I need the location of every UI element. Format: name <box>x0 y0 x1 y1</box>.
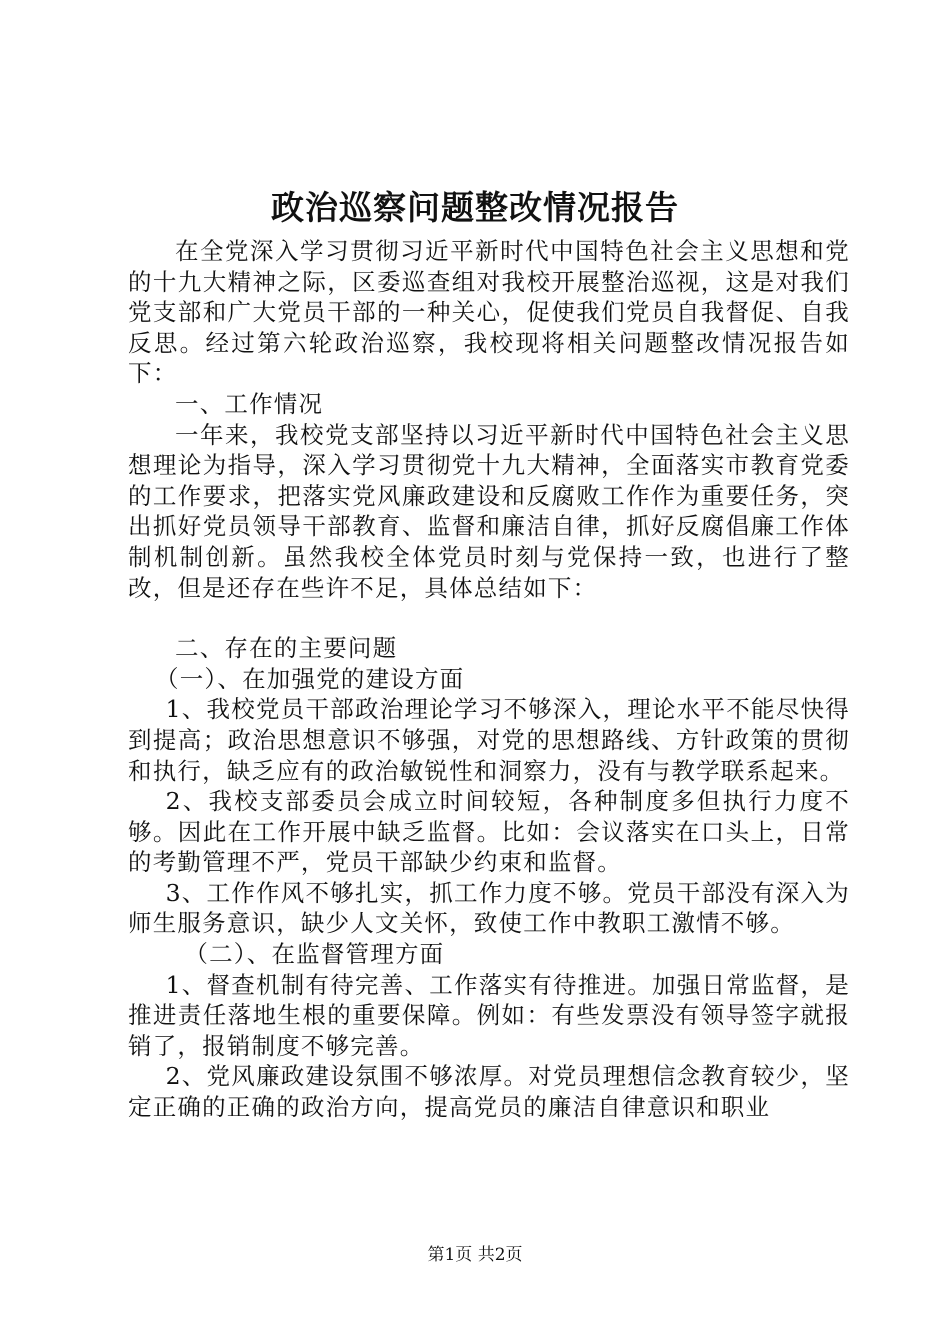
problem-paragraph: 1、督查机制有待完善、工作落实有待推进。加强日常监督，是推进责任落地生根的重要保障。例如：有些发票没有领导签字就报销了，报销制度不够完善。 <box>128 970 850 1060</box>
subsection-heading-supervision: （二）、在监督管理方面 <box>184 940 445 969</box>
subsection-heading-party-building: （一）、在加强党的建设方面 <box>155 664 465 693</box>
section-heading-main-problems: 二、存在的主要问题 <box>175 634 398 663</box>
problem-paragraph: 2、党风廉政建设氛围不够浓厚。对党员理想信念教育较少，坚定正确的正确的政治方向，提高党员的廉洁自律意识和职业 <box>128 1062 850 1122</box>
paragraph-gap <box>128 603 850 633</box>
intro-paragraph: 在全党深入学习贯彻习近平新时代中国特色社会主义思想和党的十九大精神之际，区委巡查组对我校开展整治巡视，这是对我们党支部和广大党员干部的一种关心，促使我们党员自我督促、自我反思。经过第六轮政治巡察，我校现将相关问题整改情况报告如下： <box>128 237 850 388</box>
page-footer: 第1页 共2页 <box>427 1245 523 1265</box>
problem-paragraph: 3、工作作风不够扎实，抓工作力度不够。党员干部没有深入为师生服务意识，缺少人文关怀，致使工作中教职工激情不够。 <box>128 878 850 938</box>
section-heading-work-status: 一、工作情况 <box>175 389 324 418</box>
document-body <box>128 236 850 1123</box>
document-title: 政治巡察问题整改情况报告 <box>271 188 679 227</box>
work-status-paragraph: 一年来，我校党支部坚持以习近平新时代中国特色社会主义思想理论为指导，深入学习贯彻党十九大精神，全面落实市教育党委的工作要求，把落实党风廉政建设和反腐败工作作为重要任务，突出抓好党员领导干部教育、监督和廉洁自律，抓好反腐倡廉工作体制机制创新。虽然我校全体党员时刻与党保持一致，也进行了整改，但是还存在些许不足，具体总结如下： <box>128 420 850 602</box>
problem-paragraph: 2、我校支部委员会成立时间较短，各种制度多但执行力度不够。因此在工作开展中缺乏监督。比如：会议落实在口头上，日常的考勤管理不严，党员干部缺少约束和监督。 <box>128 787 850 877</box>
problem-paragraph: 1、我校党员干部政治理论学习不够深入，理论水平不能尽快得到提高；政治思想意识不够强，对党的思想路线、方针政策的贯彻和执行，缺乏应有的政治敏锐性和洞察力，没有与教学联系起来。 <box>128 695 850 785</box>
